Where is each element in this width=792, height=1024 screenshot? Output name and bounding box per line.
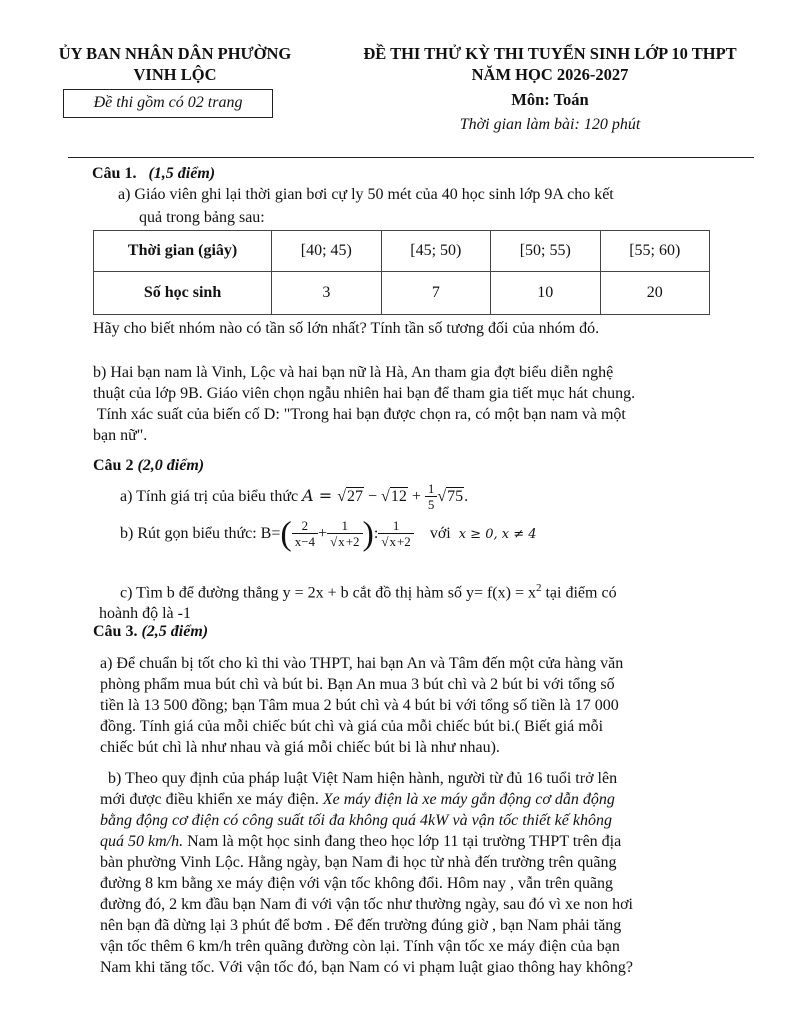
sqrt-icon: √	[381, 488, 390, 506]
sqrt-icon: √	[381, 533, 389, 549]
q2-b-f2-root: x	[338, 533, 345, 549]
q3-b-line: nên bạn đã dừng lại 3 phút để bơm . Để đến trường đúng giờ , bạn Nam phải tăng	[100, 917, 622, 934]
issuer-line1: ỦY BAN NHÂN DÂN PHƯỜNG	[58, 44, 292, 63]
q3-a-line: tiền là 13 500 đồng; bạn Tâm mua 2 bút chì và 4 bút bi với tổng số tiền là 17 000	[100, 697, 619, 714]
q1-b-line4: bạn nữ".	[93, 427, 148, 444]
q3-b-line: Nam khi tăng tốc. Với vận tốc đó, bạn Nam có vi phạm luật giao thông hay không?	[100, 959, 633, 976]
table-cell: Số học sinh	[94, 272, 272, 315]
q2-b-f1-num: 2	[292, 519, 318, 534]
q2-a-plus: +	[407, 488, 425, 506]
q3-b-line: vận tốc thêm 6 km/h trên quãng đường còn lại. Tính vận tốc xe máy điện của bạn	[100, 938, 620, 955]
q2-b-fraction2	[327, 519, 362, 550]
paren-close-icon: )	[362, 515, 374, 553]
q2-a-minus: −	[364, 488, 382, 506]
table-cell: [45; 50)	[381, 231, 490, 272]
q2-title: Câu 2	[93, 457, 134, 474]
q1-b-line1: b) Hai bạn nam là Vinh, Lộc và hai bạn nữ là Hà, An tham gia đợt biểu diễn nghệ	[93, 364, 614, 381]
q3-b-line: đường 8 km bằng xe máy điện với vận tốc không đổi. Hôm nay , vẫn trên quãng	[100, 875, 614, 892]
q1-heading	[92, 163, 215, 184]
q1-a-line2: quả trong bảng sau:	[139, 209, 265, 226]
q3-b-line: bàn phường Vinh Lộc. Hằng ngày, bạn Nam đi học từ nhà đến trường trên quãng	[100, 854, 617, 871]
q3-a-line: đồng. Tính giá của mỗi chiếc bút chì và giá của mỗi chiếc bút bi.( Biết giá mỗi	[100, 718, 604, 735]
q2-c	[93, 578, 713, 624]
q3-b-line2	[100, 789, 700, 810]
q2-b-f2-rest: +2	[345, 533, 360, 549]
q3-b-line: đường đó, 2 km đầu bạn Nam đi với vận tốc như thường ngày, sau đó vì xe non hơi	[100, 896, 633, 913]
q2-a-text: a) Tính giá trị của biểu thức	[120, 488, 303, 506]
school-year: NĂM HỌC 2026-2027	[471, 65, 629, 84]
table-cell: [50; 55)	[491, 231, 600, 272]
q3-a-paragraph	[100, 653, 690, 758]
q2-b-fraction1	[292, 519, 318, 550]
sqrt-icon: √	[330, 533, 338, 549]
q3-b-line4-italic: quá 50 km/h.	[100, 833, 184, 850]
q3-b-line1: b) Theo quy định của pháp luật Việt Nam hiện hành, người từ đủ 16 tuổi trở lên	[100, 770, 618, 787]
q3-b-paragraph	[100, 768, 700, 978]
q2-a-lhs: A =	[302, 486, 338, 506]
q2-b-cond-prefix: với	[429, 525, 451, 542]
q2-c-line1	[93, 578, 713, 603]
q2-a-fraction	[425, 482, 438, 513]
q3-heading	[93, 621, 208, 642]
q1-b-line3: Tính xác suất của biến cố D: "Trong hai bạn được chọn ra, có một bạn nam và một	[93, 406, 626, 423]
q3-b-line4-post: Nam là một học sinh đang theo học lớp 11 tại trường THPT trên địa	[183, 833, 622, 850]
q3-b-line2-italic: Xe máy điện là xe máy gắn động cơ dẫn động	[322, 791, 615, 808]
q2-a-frac-num: 1	[425, 482, 438, 497]
q3-b-line2-pre: mới được điều khiển xe máy điện.	[100, 791, 323, 808]
q2-b-f1-den: x−4	[294, 533, 316, 549]
table-cell: Thời gian (giây)	[94, 231, 272, 272]
q2-b-f3-num: 1	[378, 519, 413, 534]
q2-b-colon: :	[373, 525, 379, 542]
duration: Thời gian làm bài: 120 phút	[459, 116, 641, 133]
q1-title: Câu 1.	[92, 165, 137, 182]
q1-a-question: Hãy cho biết nhóm nào có tần số lớn nhất? Tính tần số tương đối của nhóm đó.	[93, 320, 600, 337]
q2-b-fraction3	[378, 519, 413, 550]
subject: Môn: Toán	[511, 90, 589, 109]
table-cell: [40; 45)	[272, 231, 381, 272]
q1-b-paragraph	[93, 362, 711, 446]
table-row	[94, 231, 710, 272]
q2-a-frac-den: 5	[427, 497, 435, 512]
pages-note-box: Đề thi gồm có 02 trang	[63, 89, 273, 118]
q2-b-f2-num: 1	[327, 519, 362, 534]
swim-time-table	[93, 230, 710, 315]
q3-b-line4	[100, 831, 700, 852]
q1-points: (1,5 điểm)	[148, 165, 216, 182]
q2-a-radicand1: 27	[347, 488, 364, 506]
sqrt-icon: √	[437, 488, 447, 506]
table-cell: 3	[272, 272, 381, 315]
q3-a-line: phòng phẩm mua bút chì và bút bi. Bạn An mua 3 bút chì và 2 bút bi với tổng số	[100, 676, 615, 693]
table-cell: 7	[381, 272, 490, 315]
q2-b-f2-den	[327, 534, 362, 550]
header-divider	[68, 157, 754, 158]
q1-a-line1: a) Giáo viên ghi lại thời gian bơi cự ly 50 mét của 40 học sinh lớp 9A cho kết	[118, 186, 614, 203]
q3-title: Câu 3.	[93, 623, 138, 640]
q2-a-radicand3: 75	[447, 488, 464, 506]
table-cell: [55; 60)	[600, 231, 709, 272]
q2-c-line2: hoành độ là -1	[99, 605, 191, 623]
issuer-line2: VINH LỘC	[133, 65, 217, 84]
q2-b-plus: +	[318, 525, 328, 542]
q2-b-condition: x ≥ 0, x ≠ 4	[458, 527, 537, 542]
q2-a	[120, 482, 468, 513]
q3-b-line3: bằng động cơ điện có công suất tối đa không quá 4kW và vận tốc thiết kế không	[100, 812, 612, 829]
q2-b	[120, 512, 537, 556]
q2-b-text: b) Rút gọn biểu thức: B=	[120, 525, 281, 542]
q2-c-pre: c) Tìm b để đường thẳng y = 2x + b cắt đồ thị hàm số y= f(x) = x	[120, 584, 536, 602]
sqrt-icon: √	[337, 488, 347, 506]
q2-points: (2,0 điểm)	[137, 457, 205, 474]
q3-points: (2,5 điểm)	[141, 623, 209, 640]
q2-b-f3-den	[378, 534, 413, 550]
table-cell: 20	[600, 272, 709, 315]
q3-a-line: a) Để chuẩn bị tốt cho kì thi vào THPT, hai bạn An và Tâm đến một cửa hàng văn	[100, 655, 624, 672]
q1-b-line2: thuật của lớp 9B. Giáo viên chọn ngẫu nhiên hai bạn để tham gia tiết mục hát chung.	[93, 385, 636, 402]
q2-a-radicand2: 12	[390, 488, 407, 506]
exam-title: ĐỀ THI THỬ KỲ THI TUYỂN SINH LỚP 10 THPT	[363, 44, 737, 63]
q2-b-f3-root: x	[389, 533, 396, 549]
table-row	[94, 272, 710, 315]
q2-a-end: .	[464, 488, 469, 506]
q2-c-sup: 2	[535, 582, 542, 594]
q2-heading	[93, 455, 204, 476]
paren-open-icon: (	[280, 515, 292, 553]
q2-c-post: tại điểm có	[541, 584, 617, 602]
table-cell: 10	[491, 272, 600, 315]
q2-b-f3-rest: +2	[396, 533, 411, 549]
q3-a-line: chiếc bút chì là như nhau và giá mỗi chiếc bút bi là như nhau).	[100, 739, 500, 756]
